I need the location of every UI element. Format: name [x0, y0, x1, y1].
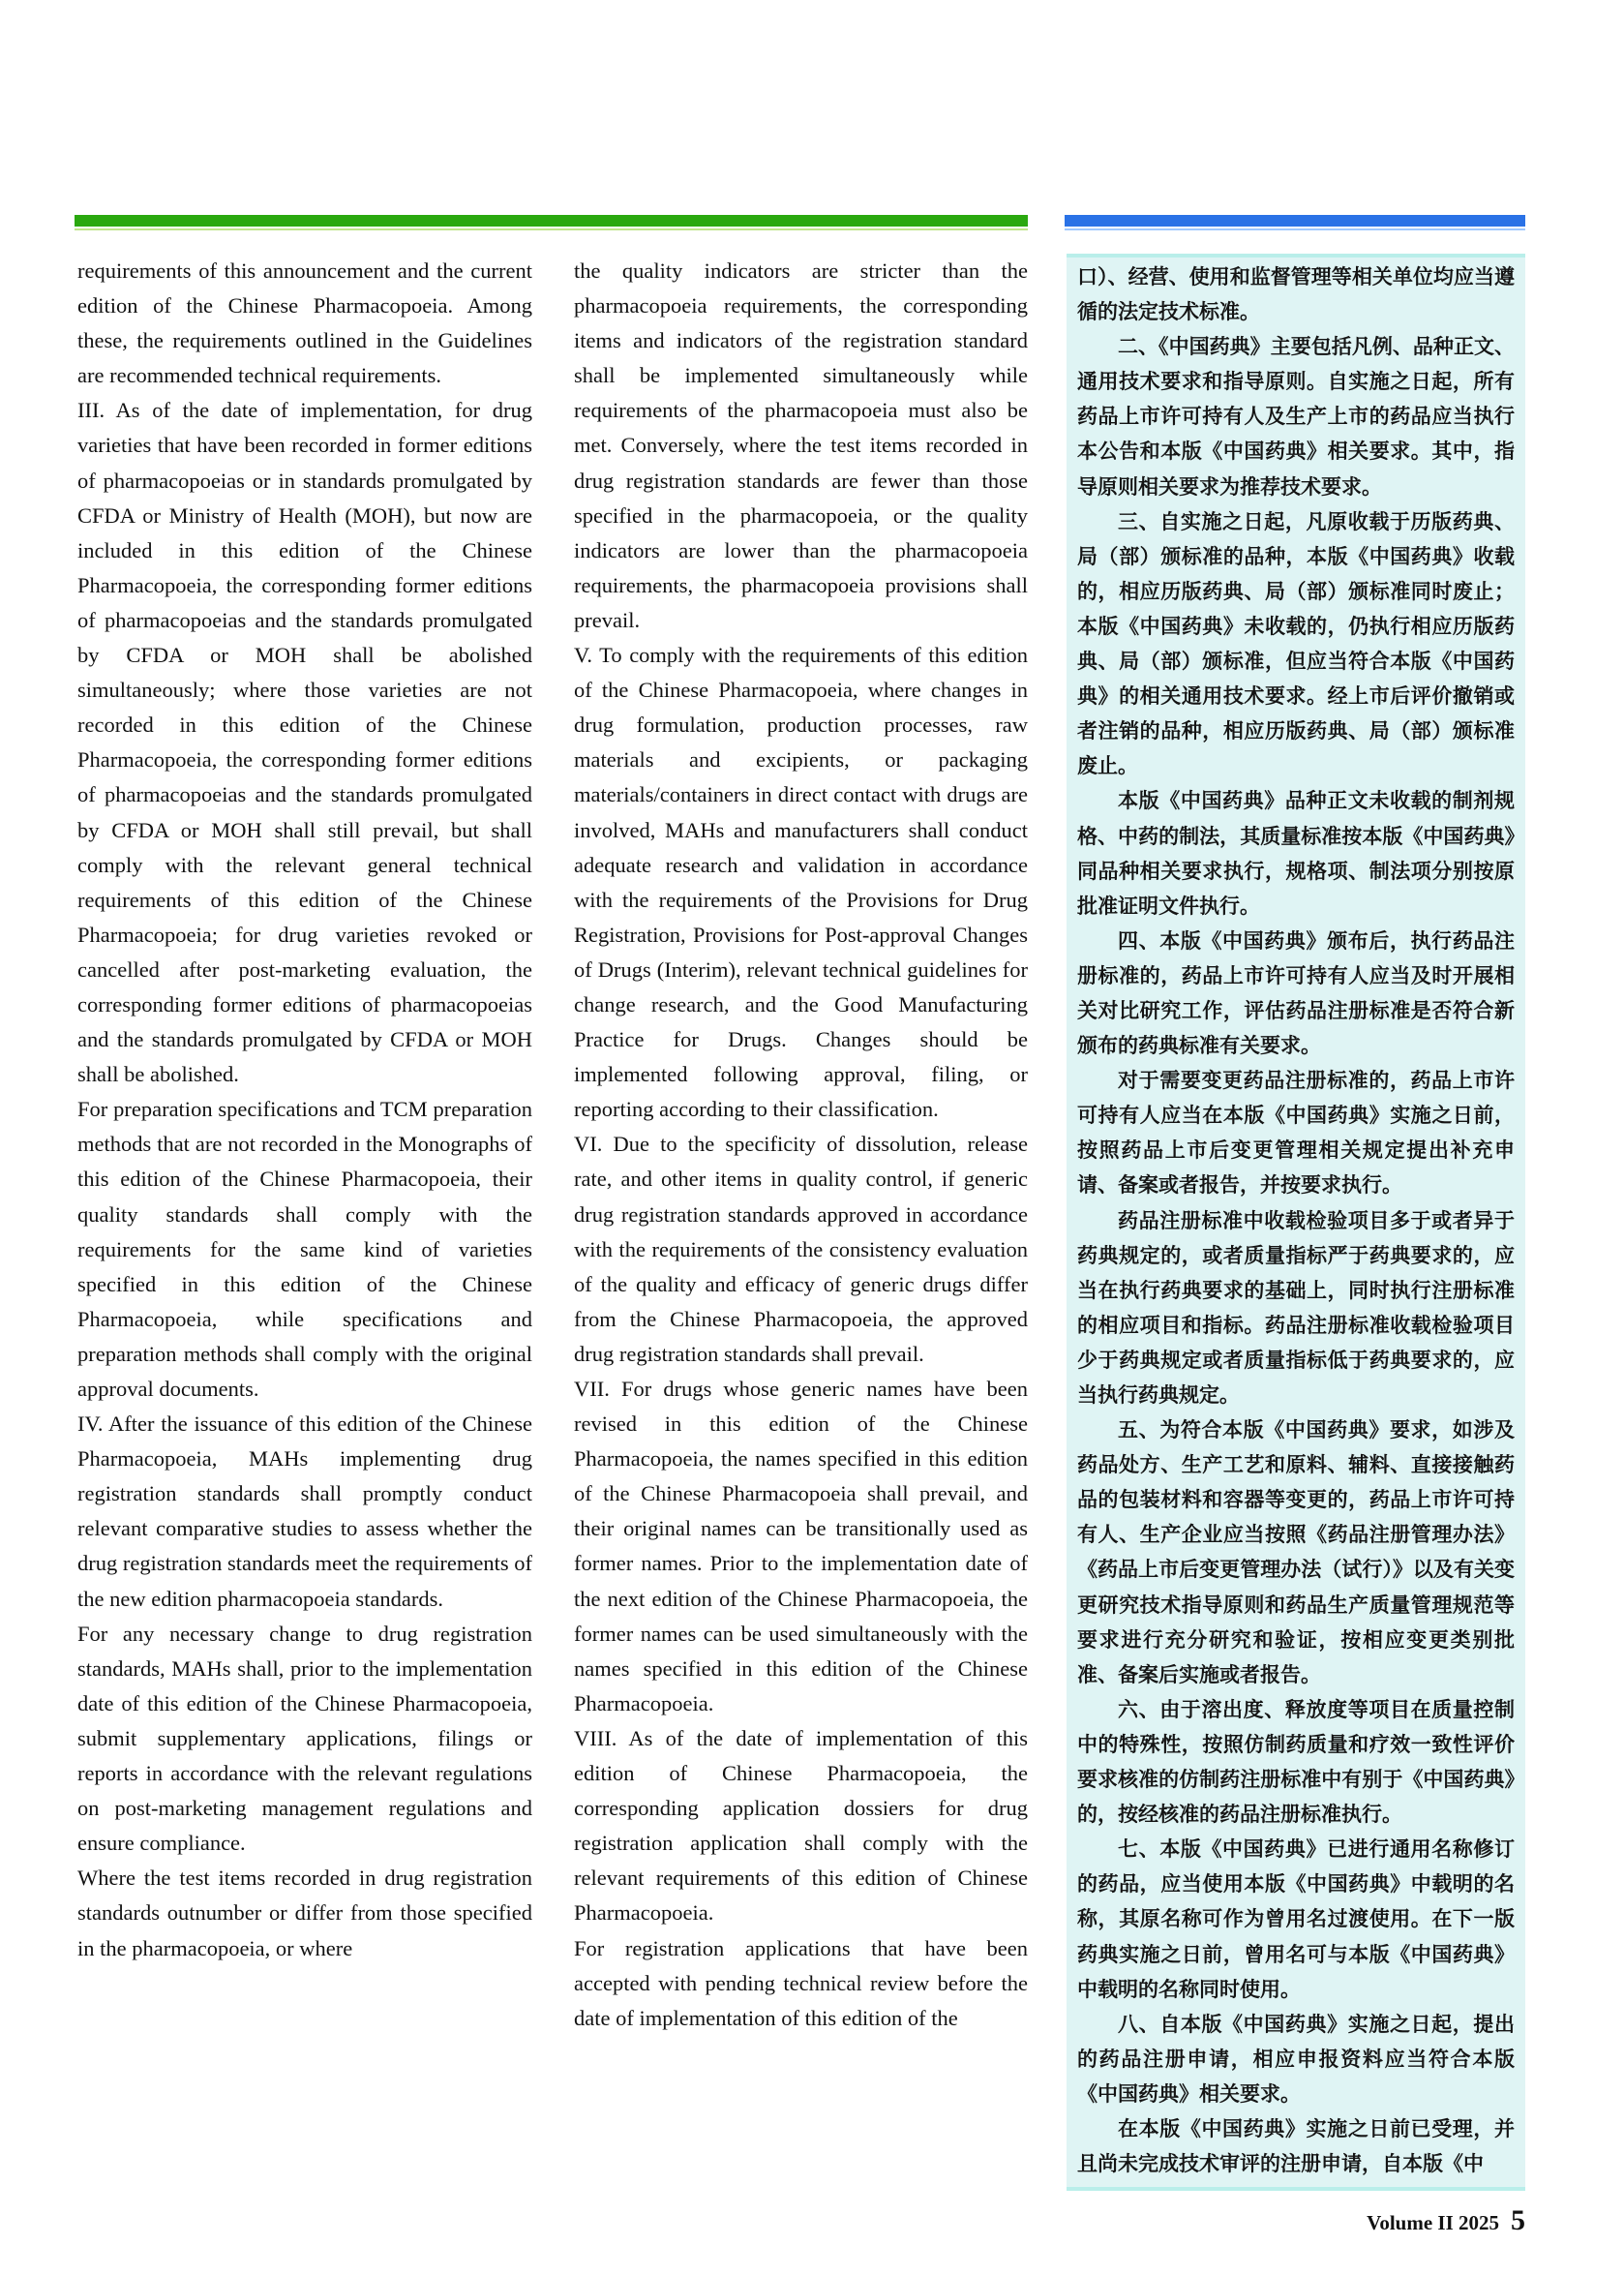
paragraph: For any necessary change to drug registration standards, MAHs shall, prior to the implementation date of this edition of the Chinese Pharmacopoeia, submit supplementary applications, filings or reports in accordance with the relevant regulations on post-marketing management regulations and ensure compliance.	[77, 1621, 532, 1856]
paragraph: the quality indicators are stricter than the pharmacopoeia requirements, the corresponding items and indicators of the registration standard shall be implemented simultaneously while requirements of the pharmacopoeia must also be met. Conversely, where the test items recorded in drug registration standards are fewer than those specified in the pharmacopoeia, or the quality indicators are lower than the pharmacopoeia requirements, the pharmacopoeia provisions shall prevail.	[574, 258, 1028, 632]
paragraph: Where the test items recorded in drug registration standards outnumber or differ from those specified in the pharmacopoeia, or where	[77, 1866, 532, 1960]
paragraph: 四、本版《中国药典》颁布后，执行药品注册标准的，药品上市许可持有人应当及时开展相关对比研究工作，评估药品注册标准是否符合新颁布的药典标准有关要求。	[1077, 928, 1515, 1058]
paragraph: 口）、经营、使用和监督管理等相关单位均应当遵循的法定技术标准。	[1077, 265, 1515, 324]
page-footer	[1367, 2204, 1525, 2237]
english-column-left	[77, 254, 532, 1966]
paragraph: VI. Due to the specificity of dissolution, release rate, and other items in quality control, if generic drug registration standards approved in accordance with the requirements of the consistency evaluation of the quality and efficacy of generic drugs differ from the Chinese Pharmacopoeia, the approved drug registration standards shall prevail.	[574, 1132, 1028, 1366]
header-green-bar	[75, 215, 1028, 227]
header-green-rule	[75, 228, 1028, 230]
paragraph: V. To comply with the requirements of this edition of the Chinese Pharmacopoeia, where changes in drug formulation, production processes, raw materials and excipients, or packaging materials/containers in direct contact with drugs are involved, MAHs and manufacturers shall conduct adequate research and validation in accordance with the requirements of the Provisions for Drug Registration, Provisions for Post-approval Changes of Drugs (Interim), relevant technical guidelines for change research, and the Good Manufacturing Practice for Drugs. Changes should be implemented following approval, filing, or reporting according to their classification.	[574, 643, 1028, 1122]
paragraph: IV. After the issuance of this edition of the Chinese Pharmacopoeia, MAHs implementing drug registration standards shall promptly conduct relevant comparative studies to assess whether the drug registration standards meet the requirements of the new edition pharmacopoeia standards.	[77, 1411, 532, 1611]
page-number: 5	[1511, 2204, 1525, 2236]
paragraph: 八、自本版《中国药典》实施之日起，提出的药品注册申请，相应申报资料应当符合本版《中国药典》相关要求。	[1077, 2012, 1515, 2106]
paragraph: 对于需要变更药品注册标准的，药品上市许可持有人应当在本版《中国药典》实施之日前，按照药品上市后变更管理相关规定提出补充申请、备案或者报告，并按要求执行。	[1077, 1069, 1515, 1198]
english-column-middle	[574, 254, 1028, 2036]
paragraph: For registration applications that have been accepted with pending technical review before the date of implementation of this edition of the	[574, 1935, 1028, 2030]
header-blue-bar	[1065, 215, 1525, 227]
paragraph: VIII. As of the date of implementation of this edition of Chinese Pharmacopoeia, the corresponding application dossiers for drug registration application shall comply with the relevant requirements of this edition of Chinese Pharmacopoeia.	[574, 1725, 1028, 1926]
paragraph: 六、由于溶出度、释放度等项目在质量控制中的特殊性，按照仿制药质量和疗效一致性评价要求核准的仿制药注册标准中有别于《中国药典》的，按经核准的药品注册标准执行。	[1077, 1697, 1515, 1827]
paragraph: 五、为符合本版《中国药典》要求，如涉及药品处方、生产工艺和原料、辅料、直接接触药品的包装材料和容器等变更的，药品上市许可持有人、生产企业应当按照《药品注册管理办法》《药品上市后变更管理办法（试行）》以及有关变更研究技术指导原则和药品生产质量管理规范等要求进行充分研究和验证，按相应变更类别批准、备案后实施或者报告。	[1077, 1418, 1515, 1686]
paragraph: 在本版《中国药典》实施之日前已受理，并且尚未完成技术审评的注册申请，自本版《中	[1077, 2116, 1515, 2176]
paragraph: 本版《中国药典》品种正文未收载的制剂规格、中药的制法，其质量标准按本版《中国药典》同品种相关要求执行，规格项、制法项分别按原批准证明文件执行。	[1077, 789, 1515, 918]
chinese-column	[1077, 259, 1515, 2181]
paragraph: VII. For drugs whose generic names have been revised in this edition of the Chinese Pharmacopoeia, the names specified in this edition of the Chinese Pharmacopoeia shall prevail, and their original names can be transitionally used as former names. Prior to the implementation date of the next edition of the Chinese Pharmacopoeia, the former names can be used simultaneously with the names specified in this edition of the Chinese Pharmacopoeia.	[574, 1377, 1028, 1715]
chinese-text-box	[1067, 254, 1525, 2191]
paragraph: 二、《中国药典》主要包括凡例、品种正文、通用技术要求和指导原则。自实施之日起，所有药品上市许可持有人及生产上市的药品应当执行本公告和本版《中国药典》相关要求。其中，指导原则相关要求为推荐技术要求。	[1077, 335, 1515, 499]
volume-label: Volume II 2025	[1367, 2211, 1499, 2234]
paragraph: 药品注册标准中收载检验项目多于或者异于药典规定的，或者质量指标严于药典要求的，应当在执行药典要求的基础上，同时执行注册标准的相应项目和指标。药品注册标准收载检验项目少于药典规定或者质量指标低于药典要求的，应当执行药典规定。	[1077, 1208, 1515, 1407]
paragraph: III. As of the date of implementation, for drug varieties that have been recorded in former editions of pharmacopoeias or in standards promulgated by CFDA or Ministry of Health (MOH), but now are included in this edition of the Chinese Pharmacopoeia, the corresponding former editions of pharmacopoeias and the standards promulgated by CFDA or MOH shall be abolished simultaneously; where those varieties are not recorded in this edition of the Chinese Pharmacopoeia, the corresponding former editions of pharmacopoeias and the standards promulgated by CFDA or MOH shall still prevail, but shall comply with the relevant general technical requirements of this edition of the Chinese Pharmacopoeia; for drug varieties revoked or cancelled after post-marketing evaluation, the corresponding former editions of pharmacopoeias and the standards promulgated by CFDA or MOH shall be abolished.	[77, 398, 532, 1087]
paragraph: For preparation specifications and TCM preparation methods that are not recorded in the Monographs of this edition of the Chinese Pharmacopoeia, their quality standards shall comply with the requirements for the same kind of varieties specified in this edition of the Chinese Pharmacopoeia, while specifications and preparation methods shall comply with the original approval documents.	[77, 1097, 532, 1401]
paragraph: 七、本版《中国药典》已进行通用名称修订的药品，应当使用本版《中国药典》中载明的名称，其原名称可作为曾用名过渡使用。在下一版药典实施之日前，曾用名可与本版《中国药典》中载明的名称同时使用。	[1077, 1837, 1515, 2001]
paragraph: 三、自实施之日起，凡原收载于历版药典、局（部）颁标准的品种，本版《中国药典》收载的，相应历版药典、局（部）颁标准同时废止；本版《中国药典》未收载的，仍执行相应历版药典、局（部）颁标准，但应当符合本版《中国药典》的相关通用技术要求。经上市后评价撤销或者注销的品种，相应历版药典、局（部）颁标准废止。	[1077, 509, 1515, 778]
paragraph: requirements of this announcement and the current edition of the Chinese Pharmacopoeia. Among these, the requirements outlined in the Guidelines are recommended technical requirements.	[77, 258, 532, 388]
header-blue-rule	[1065, 228, 1525, 230]
